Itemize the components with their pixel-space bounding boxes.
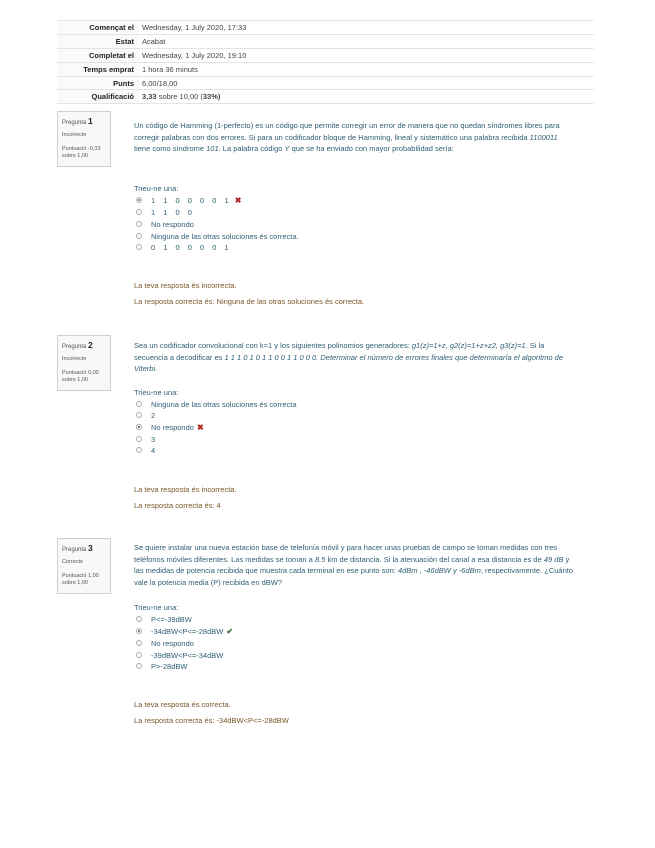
summary-value: 1 hora 36 minuts	[139, 62, 594, 76]
summary-row	[57, 62, 594, 76]
question-info-1	[57, 111, 111, 167]
radio-button[interactable]	[136, 209, 142, 215]
summary-label: Començat el	[57, 21, 139, 35]
summary-row	[57, 76, 594, 90]
choose-one-prompt: Trieu-ne una:	[134, 388, 179, 397]
correct-answer-text: La resposta correcta és: -34dBW<P<=-28dBW	[134, 716, 289, 725]
question-state: Incorrecte	[62, 356, 87, 363]
summary-row	[57, 21, 594, 35]
summary-value: Wednesday, 1 July 2020, 19:10	[139, 48, 594, 62]
answer-option[interactable]: 4	[136, 445, 155, 455]
grade-mid: sobre 10,00 (	[156, 92, 203, 102]
summary-value: 6,00/18,00	[139, 76, 594, 90]
summary-value: Wednesday, 1 July 2020, 17:33	[139, 21, 594, 35]
correct-answer-text: La resposta correcta és: 4	[134, 501, 221, 510]
summary-label: Punts	[57, 76, 139, 90]
answer-option[interactable]: P<=-39dBW	[136, 614, 192, 624]
answer-option[interactable]: Ninguna de las otras soluciones és correcta	[136, 399, 297, 409]
answer-option[interactable]: No respondo	[136, 638, 194, 648]
grade-end: %)	[211, 92, 221, 102]
radio-button[interactable]	[136, 221, 142, 227]
radio-button[interactable]	[136, 652, 142, 658]
incorrect-icon: ✖	[196, 422, 204, 432]
question-label: Pregunta	[62, 547, 87, 553]
question-label: Pregunta	[62, 344, 87, 350]
radio-button[interactable]	[136, 233, 142, 239]
answer-option[interactable]: 2	[136, 410, 155, 420]
question-text-1: Un código de Hamming (1-perfecto) es un código que permite corregir un error de manera que no quedan síndromes libres para corregir palabras con dos errores. Si para un codificador bloque de Hamming, lineal y sistemático una palabra recibida 1100011 tiene como síndrome 101. La palabra código Y que se ha enviado con mayor probabilidad sería:	[134, 121, 560, 154]
summary-row	[57, 48, 594, 62]
answer-option[interactable]: 0 1 0 0 0 0 1	[136, 242, 232, 252]
correct-answer-text: La resposta correcta és: Ninguna de las otras soluciones és correcta.	[134, 297, 365, 306]
answer-option[interactable]: No respondo	[136, 219, 194, 229]
question-text-3: Se quiere instalar una nueva estación base de telefonía móvil y para hacer unas pruebas de campo se toman medidas con tres teléfonos móviles diferentes. Las medidas se toman a 8.5 km de distancia. Si la atenuación del canal a esa distancia es de 49 dB y las medidas de potencia recibida que muestra cada terminal en ese punto son: 4dBm , -46dBW y -6dBm, respectivamente. ¿Cuánto vale la potencia media (P) recibida en dBW?	[134, 543, 574, 587]
summary-row	[57, 34, 594, 48]
question-max: sobre 1,00	[62, 580, 88, 587]
summary-label: Qualificació	[57, 90, 139, 104]
attempt-summary	[57, 20, 594, 104]
answer-option[interactable]: 3	[136, 434, 155, 444]
answer-option[interactable]: P>-28dBW	[136, 661, 187, 671]
question-state: Incorrecte	[62, 132, 87, 139]
question-number: 1	[88, 116, 93, 126]
radio-button[interactable]	[136, 447, 142, 453]
radio-selected[interactable]	[136, 197, 142, 203]
question-score: Puntuació 1,00	[62, 572, 99, 579]
summary-row	[57, 90, 594, 104]
grade-percent: 33	[202, 92, 212, 102]
choose-one-prompt: Trieu-ne una:	[134, 184, 179, 193]
question-label: Pregunta	[62, 120, 87, 126]
question-max: sobre 1,00	[62, 377, 88, 384]
summary-label: Estat	[57, 34, 139, 48]
question-number: 2	[88, 340, 93, 350]
question-info-3	[57, 538, 111, 594]
radio-button[interactable]	[136, 640, 142, 646]
grade-score: 3,33	[142, 92, 157, 102]
radio-button[interactable]	[136, 244, 142, 250]
choose-one-prompt: Trieu-ne una:	[134, 603, 179, 612]
question-info-2	[57, 335, 111, 391]
radio-button[interactable]	[136, 436, 142, 442]
question-state: Correcte	[62, 559, 84, 566]
question-score: Puntuació -0,33	[62, 145, 101, 152]
feedback-text: La teva resposta és incorrecta.	[134, 485, 237, 494]
radio-selected[interactable]	[136, 424, 142, 430]
radio-button[interactable]	[136, 616, 142, 622]
summary-label: Completat el	[57, 48, 139, 62]
answer-option[interactable]: Ninguna de las otras soluciones és correcta.	[136, 231, 299, 241]
grade-value	[139, 90, 594, 104]
answer-option[interactable]: -34dBW<P<=-28dBW ✔	[136, 626, 233, 636]
question-text-2: Sea un codificador convolucional con k=1 y los siguientes polinomios generadores: g1(z)=1+z, g2(z)=1+z+z2, g3(z)=1. Si la secuencia a decodificar es 1 1 1 0 1 0 1 1 0 0 1 1 0 0 0. Determinar el número de errores finales que determinaría el algoritmo de Viterbi.	[134, 341, 563, 374]
radio-button[interactable]	[136, 412, 142, 418]
answer-option[interactable]: 1 1 0 0 0 0 1 ✖	[136, 195, 241, 205]
radio-button[interactable]	[136, 663, 142, 669]
question-score: Puntuació 0,00	[62, 369, 99, 376]
question-max: sobre 1,00	[62, 153, 88, 160]
answer-option[interactable]: -39dBW<P<=-34dBW	[136, 650, 223, 660]
incorrect-icon: ✖	[234, 195, 242, 205]
correct-icon: ✔	[226, 626, 234, 636]
feedback-text: La teva resposta és incorrecta.	[134, 281, 237, 290]
feedback-text: La teva resposta és correcta.	[134, 700, 231, 709]
answer-option[interactable]: No respondo ✖	[136, 422, 204, 432]
radio-button[interactable]	[136, 401, 142, 407]
answer-option[interactable]: 1 1 0 0	[136, 207, 195, 217]
summary-label: Temps emprat	[57, 62, 139, 76]
question-number: 3	[88, 543, 93, 553]
radio-selected[interactable]	[136, 628, 142, 634]
summary-value: Acabat	[139, 34, 594, 48]
